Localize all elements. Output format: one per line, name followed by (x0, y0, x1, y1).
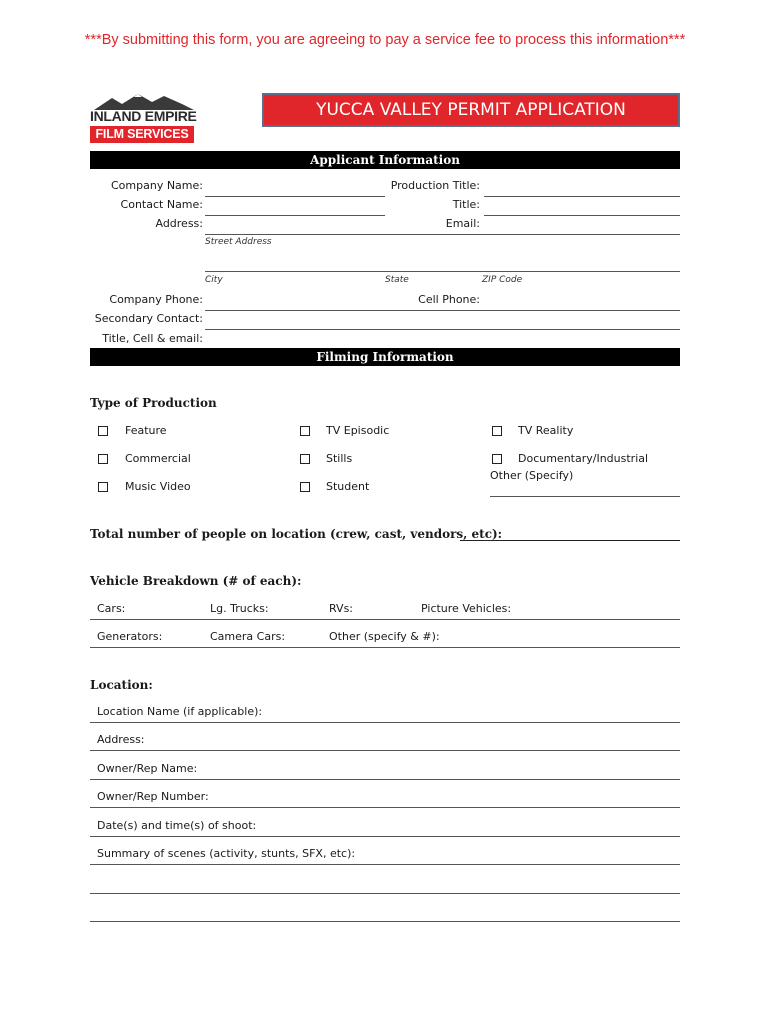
company-phone-label: Company Phone: (109, 293, 203, 306)
total-people-label: Total number of people on location (crew, cast, vendors, etc): (90, 527, 503, 541)
zip-caption: ZIP Code (482, 275, 523, 285)
other-vehicles-label: Other (specify & #): (329, 630, 440, 643)
commercial-checkbox[interactable] (98, 454, 108, 464)
owner-rep-number-field[interactable] (90, 807, 680, 808)
location-name-field[interactable] (90, 722, 680, 723)
stills-label: Stills (326, 452, 353, 465)
form-title: YUCCA VALLEY PERMIT APPLICATION (262, 93, 680, 127)
tv-reality-checkbox[interactable] (492, 426, 502, 436)
student-label: Student (326, 480, 370, 493)
summary-line-2[interactable] (90, 893, 680, 894)
service-fee-notice: ***By submitting this form, you are agreeing to pay a service fee to process this information*** (84, 32, 686, 48)
documentary-checkbox[interactable] (492, 454, 502, 464)
student-checkbox[interactable] (300, 482, 310, 492)
rvs-label: RVs: (329, 602, 354, 615)
location-heading: Location: (90, 678, 153, 692)
location-address-label: Address: (97, 733, 145, 746)
generators-label: Generators: (97, 630, 163, 643)
production-title-label: Production Title: (390, 179, 480, 192)
vehicle-row2-field[interactable] (90, 647, 680, 648)
logo-line2: FILM SERVICES (90, 126, 194, 143)
inland-empire-logo (90, 92, 200, 148)
location-address-field[interactable] (90, 750, 680, 751)
city-state-zip-field[interactable] (205, 271, 680, 272)
camera-cars-label: Camera Cars: (210, 630, 286, 643)
contact-name-field[interactable] (205, 215, 385, 216)
state-caption: State (385, 275, 409, 285)
vehicle-row1-field[interactable] (90, 619, 680, 620)
production-title-field[interactable] (484, 196, 680, 197)
owner-rep-name-field[interactable] (90, 779, 680, 780)
shoot-dates-field[interactable] (90, 836, 680, 837)
stills-checkbox[interactable] (300, 454, 310, 464)
feature-checkbox[interactable] (98, 426, 108, 436)
lg-trucks-label: Lg. Trucks: (210, 602, 269, 615)
tv-episodic-checkbox[interactable] (300, 426, 310, 436)
feature-label: Feature (125, 424, 167, 437)
address-label: Address: (155, 217, 203, 230)
tv-reality-label: TV Reality (518, 424, 574, 437)
owner-rep-number-label: Owner/Rep Number: (97, 790, 209, 803)
title-label: Title: (452, 198, 480, 211)
filming-info-header: Filming Information (90, 348, 680, 366)
commercial-label: Commercial (125, 452, 191, 465)
logo-line1: INLAND EMPIRE (90, 108, 197, 124)
secondary-contact-label: Secondary Contact: (94, 312, 203, 325)
title-field[interactable] (484, 215, 680, 216)
shoot-dates-label: Date(s) and time(s) of shoot: (97, 819, 257, 832)
total-people-field[interactable] (460, 540, 680, 541)
music-video-checkbox[interactable] (98, 482, 108, 492)
music-video-label: Music Video (125, 480, 191, 493)
applicant-info-header: Applicant Information (90, 151, 680, 169)
picture-vehicles-label: Picture Vehicles: (421, 602, 512, 615)
secondary-contact-field[interactable] (205, 329, 680, 330)
summary-line-3[interactable] (90, 921, 680, 922)
company-name-label: Company Name: (111, 179, 203, 192)
summary-scenes-label: Summary of scenes (activity, stunts, SFX, etc): (97, 847, 356, 860)
tv-episodic-label: TV Episodic (326, 424, 390, 437)
cell-phone-label: Cell Phone: (418, 293, 480, 306)
type-of-production-heading: Type of Production (90, 396, 217, 410)
email-label: Email: (445, 217, 480, 230)
cars-label: Cars: (97, 602, 126, 615)
street-address-field[interactable] (205, 234, 680, 235)
vehicle-breakdown-heading: Vehicle Breakdown (# of each): (90, 574, 302, 588)
company-phone-field[interactable] (205, 310, 680, 311)
city-caption: City (205, 275, 223, 285)
location-name-label: Location Name (if applicable): (97, 705, 263, 718)
title-cell-email-label: Title, Cell & email: (102, 332, 203, 345)
owner-rep-name-label: Owner/Rep Name: (97, 762, 198, 775)
summary-line-1[interactable] (90, 864, 680, 865)
contact-name-label: Contact Name: (120, 198, 203, 211)
other-specify-label: Other (Specify) (490, 469, 574, 482)
documentary-label: Documentary/Industrial (518, 452, 649, 465)
other-specify-field[interactable] (490, 496, 680, 497)
company-name-field[interactable] (205, 196, 385, 197)
street-address-caption: Street Address (205, 237, 272, 247)
